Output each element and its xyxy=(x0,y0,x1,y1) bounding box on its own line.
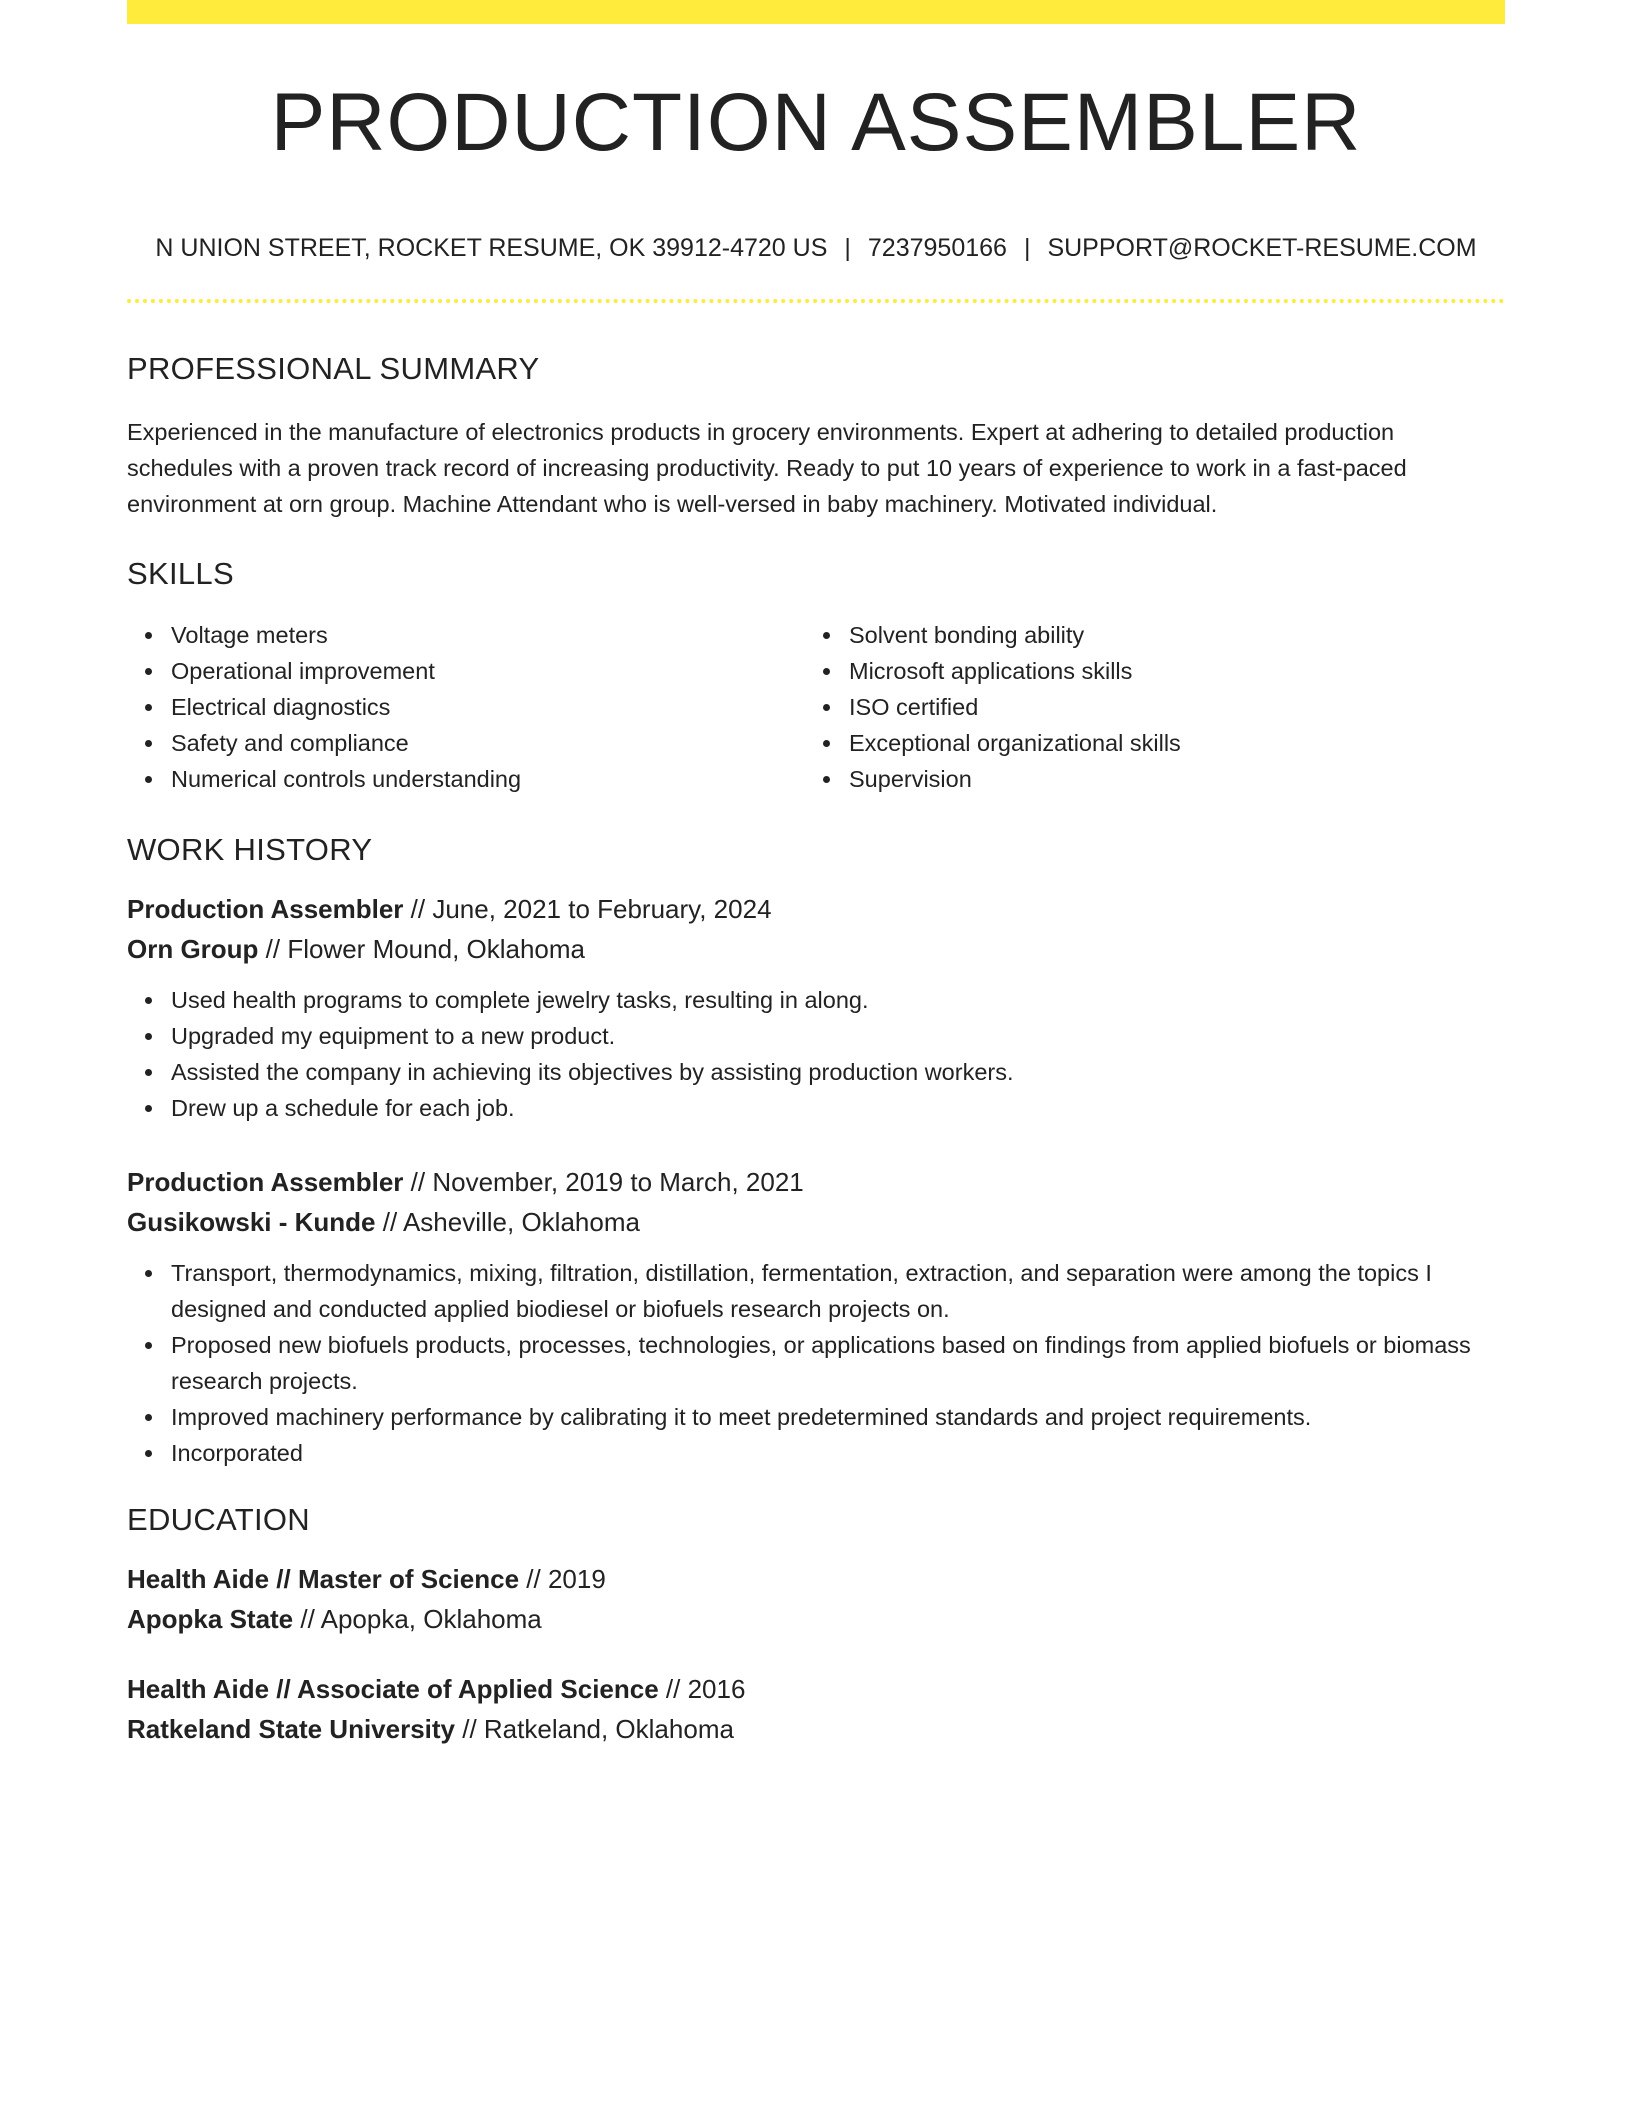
job-company-line xyxy=(127,929,1505,969)
job-bullet: Used health programs to complete jewelry tasks, resulting in along. xyxy=(127,982,1505,1018)
job-entry xyxy=(127,1162,1505,1471)
skill-item: Operational improvement xyxy=(127,653,805,689)
job-bullet: Upgraded my equipment to a new product. xyxy=(127,1018,1505,1054)
job-bullet: Proposed new biofuels products, processes, technologies, or applications based on findings from applied biofuels or biomass research projects. xyxy=(127,1327,1505,1399)
skills-list-right xyxy=(805,617,1483,797)
job-dates: // November, 2019 to March, 2021 xyxy=(403,1167,804,1197)
job-bullet: Transport, thermodynamics, mixing, filtration, distillation, fermentation, extraction, and separation were among the topics I designed and conducted applied biodiesel or biofuels research projects on. xyxy=(127,1255,1505,1327)
edu-year: // 2016 xyxy=(658,1674,746,1704)
contact-separator: | xyxy=(1023,234,1031,262)
work-history-heading: WORK HISTORY xyxy=(127,832,373,867)
summary-text: Experienced in the manufacture of electronics products in grocery environments. Expert at adhering to detailed production schedules with a proven track record of increasing productivity. Ready to put 10 years of experience to work in a fast-paced environment at orn group. Machine Attendant who is well-versed in baby machinery. Motivated individual. xyxy=(127,419,1407,517)
contact-separator: | xyxy=(844,234,851,262)
skill-item: Safety and compliance xyxy=(127,725,805,761)
job-company: Orn Group xyxy=(127,934,259,964)
job-company-line xyxy=(127,1202,1505,1242)
edu-school: Apopka State xyxy=(127,1604,294,1634)
skill-item: Supervision xyxy=(805,761,1483,797)
edu-location: // Ratkeland, Oklahoma xyxy=(455,1714,734,1744)
job-location: // Flower Mound, Oklahoma xyxy=(258,934,586,964)
dotted-divider xyxy=(127,299,1505,303)
job-location: // Asheville, Oklahoma xyxy=(375,1207,640,1237)
resume-page xyxy=(127,0,1505,2112)
top-accent-bar xyxy=(127,0,1505,24)
edu-degree-line xyxy=(127,1669,1505,1709)
edu-location: // Apopka, Oklahoma xyxy=(293,1604,542,1634)
job-title-line xyxy=(127,889,1505,929)
job-bullet: Improved machinery performance by calibrating it to meet predetermined standards and project requirements. xyxy=(127,1399,1505,1435)
skills-heading: SKILLS xyxy=(127,556,234,591)
job-dates: // June, 2021 to February, 2024 xyxy=(403,894,772,924)
job-company: Gusikowski - Kunde xyxy=(127,1207,376,1237)
skills-list-left xyxy=(127,617,805,797)
contact-line xyxy=(127,236,1505,261)
skill-item: ISO certified xyxy=(805,689,1483,725)
edu-school-line xyxy=(127,1599,1505,1639)
skill-item: Numerical controls understanding xyxy=(127,761,805,797)
job-bullet: Incorporated xyxy=(127,1435,1505,1471)
job-role: Production Assembler xyxy=(127,894,404,924)
education-heading: EDUCATION xyxy=(127,1502,310,1537)
skill-item: Electrical diagnostics xyxy=(127,689,805,725)
edu-degree: Health Aide // Associate of Applied Science xyxy=(127,1674,659,1704)
contact-address: N UNION STREET, ROCKET RESUME, OK 39912-4720 US xyxy=(155,234,828,262)
skills-columns xyxy=(127,617,1505,797)
job-role: Production Assembler xyxy=(127,1167,404,1197)
edu-school-line xyxy=(127,1709,1505,1749)
skill-item: Microsoft applications skills xyxy=(805,653,1483,689)
skill-item: Voltage meters xyxy=(127,617,805,653)
edu-year: // 2019 xyxy=(519,1564,606,1594)
edu-school: Ratkeland State University xyxy=(127,1714,456,1744)
job-bullet: Assisted the company in achieving its objectives by assisting production workers. xyxy=(127,1054,1505,1090)
education-entry xyxy=(127,1669,1505,1749)
skill-item: Solvent bonding ability xyxy=(805,617,1483,653)
edu-degree-line xyxy=(127,1559,1505,1599)
job-entry xyxy=(127,889,1505,1126)
skill-item: Exceptional organizational skills xyxy=(805,725,1483,761)
contact-email[interactable]: SUPPORT@ROCKET-RESUME.COM xyxy=(1047,234,1477,262)
education-entry xyxy=(127,1559,1505,1639)
job-title-line xyxy=(127,1162,1505,1202)
job-bullet: Drew up a schedule for each job. xyxy=(127,1090,1505,1126)
edu-degree: Health Aide // Master of Science xyxy=(127,1564,520,1594)
contact-phone: 7237950166 xyxy=(867,234,1007,262)
job-bullets xyxy=(127,982,1505,1126)
job-bullets xyxy=(127,1255,1505,1471)
summary-heading: PROFESSIONAL SUMMARY xyxy=(127,351,540,386)
resume-name: PRODUCTION ASSEMBLER xyxy=(270,77,1362,168)
